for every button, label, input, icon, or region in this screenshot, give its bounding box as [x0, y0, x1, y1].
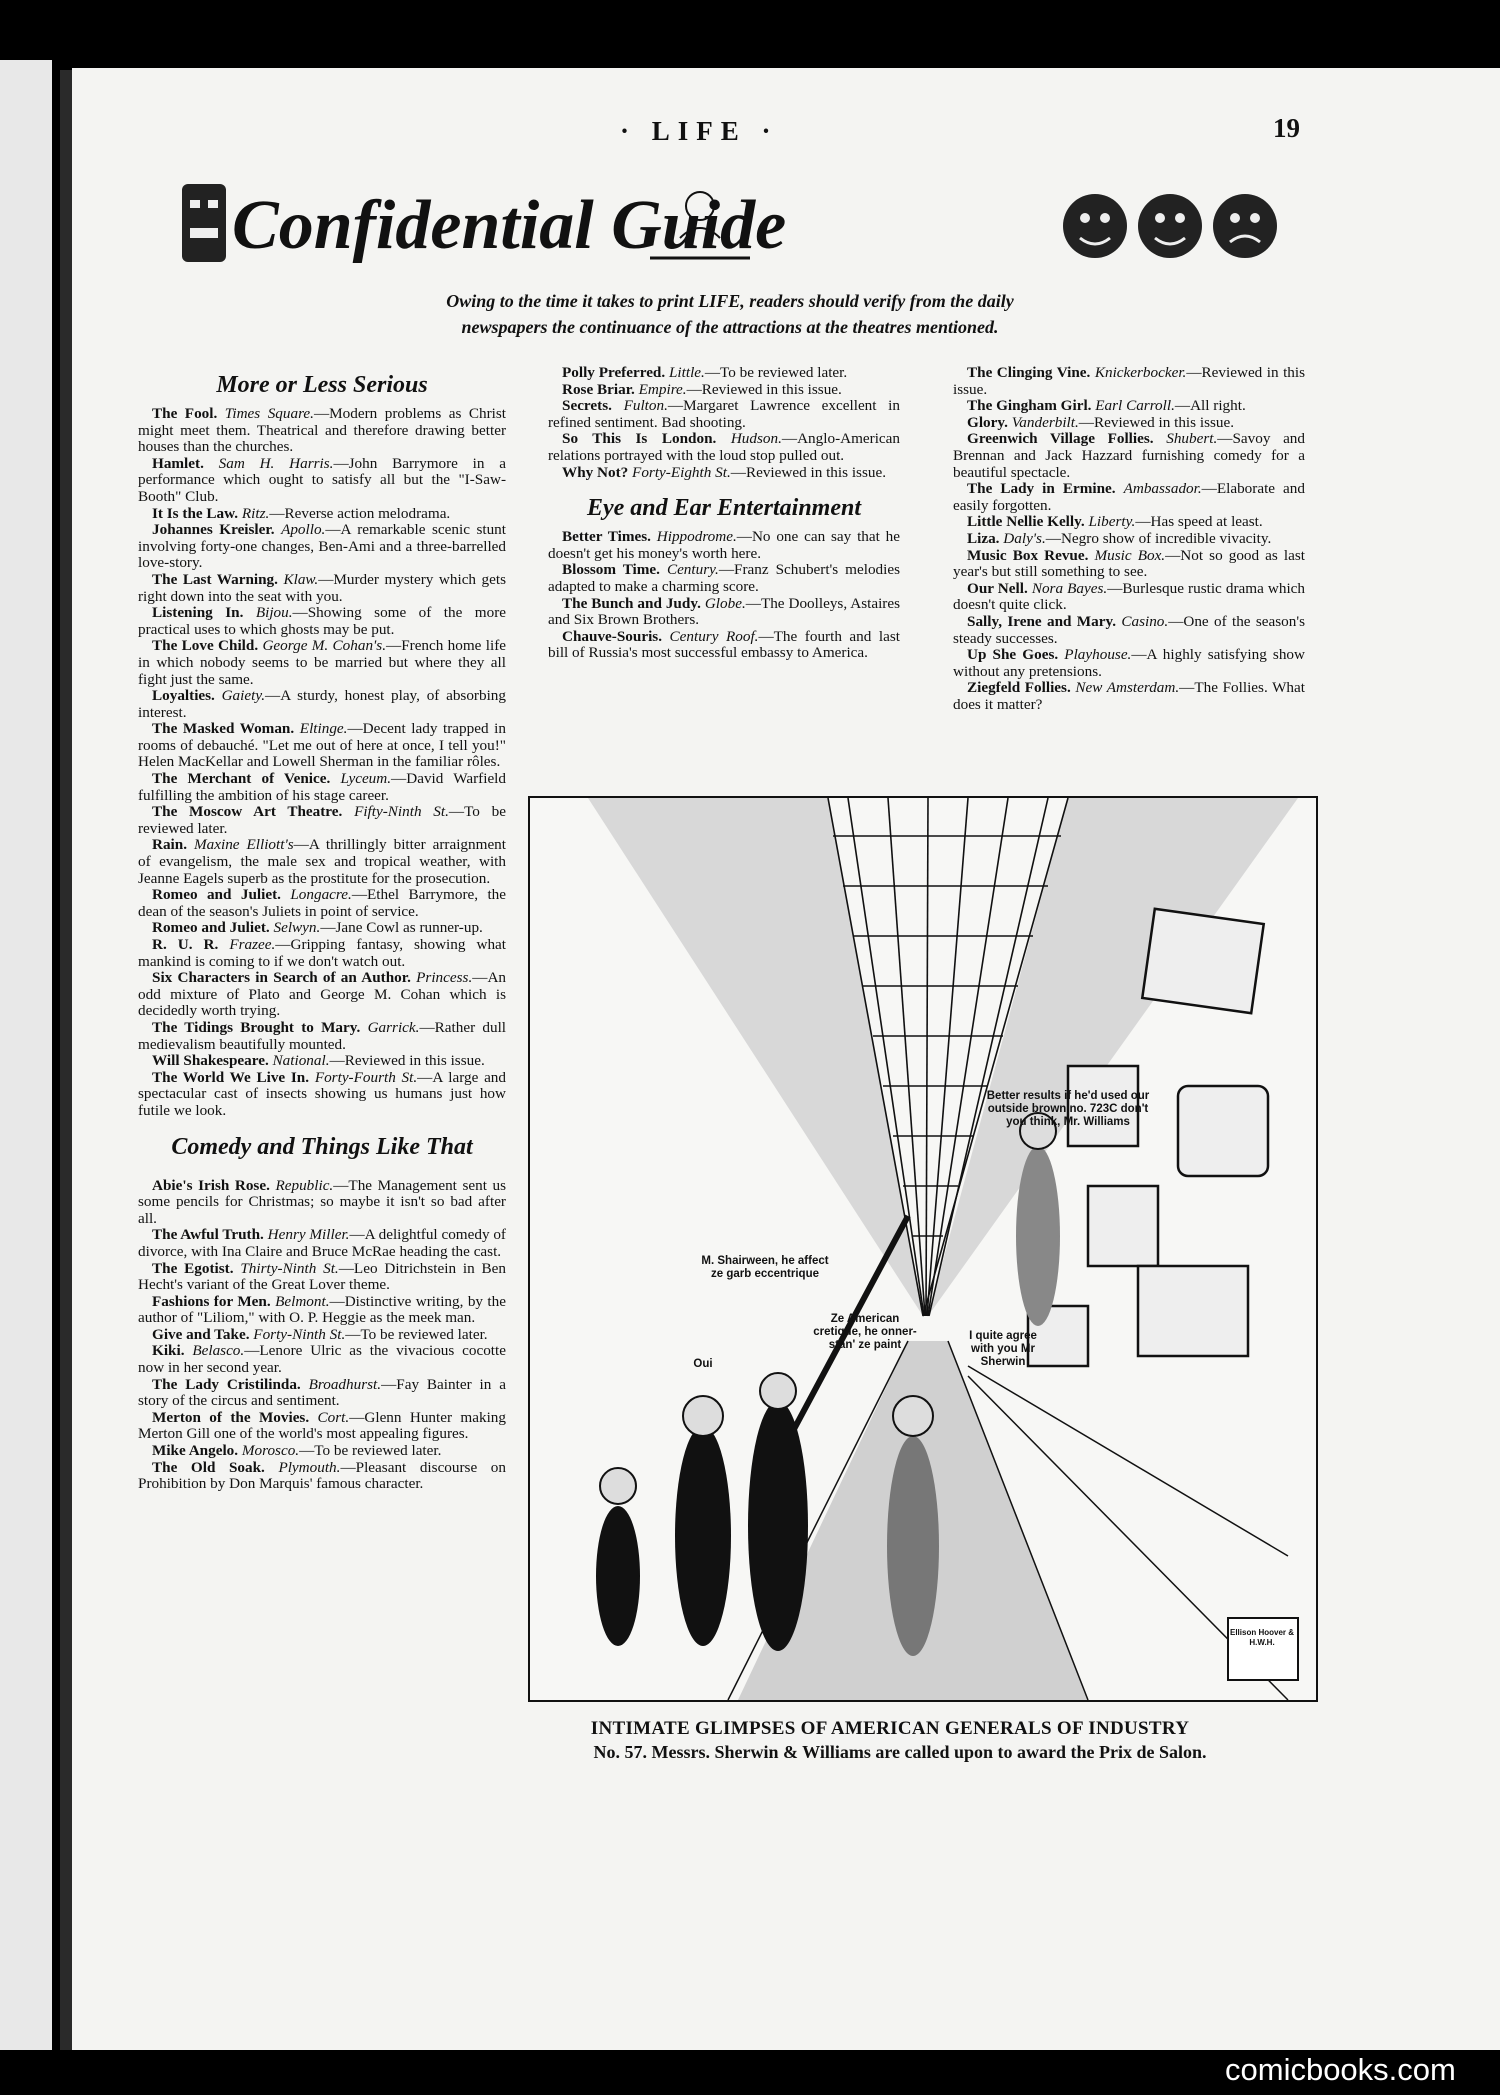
entry-venue: Shubert. [1166, 430, 1218, 448]
guide-entry [138, 887, 506, 920]
entry-venue: Ritz. [241, 504, 270, 522]
entry-description: —Distinctive writing, by the author of "Liliom," with O. P. Heggie as the meek man. [138, 1292, 506, 1327]
entry-venue: Belmont. [275, 1292, 330, 1310]
artist-signature: Ellison Hoover & H.W.H. [1230, 1628, 1295, 1647]
running-head: · LIFE · [620, 116, 779, 146]
guide-entry [548, 596, 900, 629]
intro-note [320, 288, 1140, 340]
entry-venue: Princess. [416, 969, 473, 987]
guide-entry [548, 382, 900, 399]
entry-description: —The fourth and last bill of Russia's most successful embassy to America. [548, 627, 900, 662]
entry-description: —Reviewed in this issue. [686, 380, 842, 398]
column-2 [548, 365, 900, 662]
guide-entry [138, 837, 506, 887]
entry-description: —Glenn Hunter making Merton Gill one of the world's most appealing figures. [138, 1408, 506, 1443]
facing-page-edge [0, 60, 52, 2050]
entry-description: —Reviewed in this issue. [953, 364, 1306, 398]
guide-entry [953, 365, 1305, 398]
entry-description: —A thrillingly bitter arraignment of evangelism, the male sex and tropical weather, with Jeanne Eagels superb as the prostitute for the prosecution. [138, 836, 506, 887]
page-number: 19 [1273, 113, 1300, 143]
guide-entry [138, 1227, 506, 1260]
intro-line-2: newspapers the continuance of the attractions at the theatres mentioned. [461, 317, 999, 337]
entry-venue: Selwyn. [273, 919, 321, 937]
entry-title: Glory. [967, 413, 1012, 431]
caption-text: No. 57. Messrs. Sherwin & Williams are called upon to award the Prix de Salon. [593, 1742, 1207, 1762]
entry-description: —To be reviewed later. [704, 364, 848, 381]
entry-title: The Moscow Art Theatre. [152, 803, 355, 821]
entry-title: The Merchant of Venice. [152, 770, 341, 788]
entry-venue: Gaiety. [221, 687, 266, 705]
entry-description: —Gripping fantasy, showing what mankind is coming to if we don't watch out. [138, 936, 506, 970]
entry-venue: Eltinge. [299, 720, 348, 738]
entry-title: Music Box Revue. [967, 546, 1095, 564]
entry-title: Listening In. [152, 604, 256, 622]
entry-venue: Longacre. [290, 886, 352, 904]
entry-description: —Has speed at least. [1135, 513, 1263, 531]
cartoon-illustration [528, 796, 1318, 1702]
entry-venue: Henry Miller. [267, 1226, 350, 1244]
entry-title: Abie's Irish Rose. [152, 1176, 276, 1194]
guide-entry [548, 562, 900, 595]
entry-title: The Awful Truth. [152, 1226, 268, 1244]
entry-venue: Earl Carroll. [1095, 397, 1175, 415]
entry-title: The Old Soak. [152, 1458, 279, 1476]
guide-entry [138, 1443, 506, 1460]
entry-venue: Hippodrome. [656, 528, 737, 546]
entry-description: —Reverse action melodrama. [269, 504, 451, 522]
entry-description: —Anglo-American relations portrayed with the loud stop pulled out. [548, 430, 900, 464]
entry-title: The Last Warning. [152, 570, 284, 588]
guide-entry [953, 548, 1305, 581]
guide-entry [548, 365, 900, 382]
entries-col3 [953, 365, 1305, 713]
entry-venue: Hudson. [730, 430, 782, 448]
entry-description: —Franz Schubert's melodies adapted to make a charming score. [548, 561, 900, 595]
entry-title: Rose Briar. [562, 380, 639, 398]
entry-description: —Savoy and Brennan and Jack Hazzard furnishing comedy for a beautiful spectacle. [953, 430, 1305, 481]
guide-entry [953, 647, 1305, 680]
bubble-painter: Better results if he'd used our outside brown no. 723C don't you think, Mr. Williams [986, 1090, 1150, 1128]
entry-venue: New Amsterdam. [1075, 679, 1180, 697]
entry-title: Fashions for Men. [152, 1292, 276, 1310]
entry-description: —Elaborate and easily forgotten. [953, 480, 1305, 514]
entry-title: The Love Child. [152, 637, 263, 655]
entry-description: —Murder mystery which gets right down into the seat with you. [138, 570, 507, 605]
entry-description: —The Follies. What does it matter? [953, 679, 1305, 713]
guide-entry [138, 1178, 506, 1228]
entry-description: —Not so good as last year's but still something to see. [953, 546, 1306, 581]
entry-venue: Forty-Ninth St. [253, 1325, 346, 1343]
entry-venue: Daly's. [1003, 529, 1046, 547]
column-1 [138, 370, 506, 1493]
guide-entry [138, 804, 506, 837]
guide-entry [953, 581, 1305, 614]
entry-venue: Little. [668, 364, 705, 381]
entry-description: —Negro show of incredible vivacity. [1045, 529, 1272, 547]
entry-title: Sally, Irene and Mary. [967, 612, 1122, 630]
guide-entry [953, 398, 1305, 415]
guide-entry [138, 506, 506, 523]
entry-description: —A highly satisfying show without any pretensions. [953, 646, 1305, 680]
entry-venue: Globe. [704, 594, 746, 612]
entry-venue: Fifty-Ninth St. [354, 803, 449, 821]
caption-title: INTIMATE GLIMPSES OF AMERICAN GENERALS OF INDUSTRY [590, 1718, 1190, 1739]
entry-title: Our Nell. [967, 579, 1032, 597]
entry-description: —The Management sent us some pencils for Christmas; so maybe it isn't so bad after all. [138, 1176, 506, 1227]
section-heading-comedy: Comedy and Things Like That [171, 1133, 473, 1160]
guide-entry [138, 406, 506, 456]
guide-entry [953, 481, 1305, 514]
entry-title: Better Times. [562, 528, 657, 546]
entry-title: The Bunch and Judy. [562, 594, 705, 612]
entry-venue: George M. Cohan's. [262, 637, 386, 655]
entry-venue: Broadhurst. [308, 1375, 382, 1393]
entry-description: —French home life in which nobody seems to be married but where they all fight just the same. [138, 637, 506, 688]
guide-entry [138, 1053, 506, 1070]
entry-title: R. U. R. [152, 936, 230, 953]
entry-title: Mike Angelo. [152, 1442, 242, 1460]
entry-venue: Liberty. [1088, 513, 1136, 531]
entry-title: The Masked Woman. [152, 720, 300, 738]
entries-serious [138, 406, 506, 1120]
entry-title: Liza. [967, 529, 1004, 547]
entry-venue: Music Box. [1094, 546, 1166, 564]
entry-venue: Lyceum. [340, 770, 392, 788]
entry-venue: Maxine Elliott's [193, 836, 294, 854]
entry-description: —A large and spectacular cast of insects showing us humans just how futile we look. [138, 1068, 506, 1119]
entry-title: Chauve-Souris. [562, 627, 670, 645]
guide-entry [138, 1460, 506, 1493]
theater-masks-icon [1063, 194, 1277, 258]
entry-title: The Tidings Brought to Mary. [152, 1018, 368, 1036]
bubble-oui: Oui [693, 1358, 713, 1370]
guide-entry [138, 1327, 506, 1344]
entry-description: —Rather dull medievalism beautifully mounted. [138, 1018, 507, 1053]
section-heading-eye-ear: Eye and Ear Entertainment [586, 495, 862, 522]
entry-description: —Lenore Ulric as the vivacious cocotte now in her second year. [138, 1342, 506, 1377]
entry-description: —Modern problems as Christ might meet them. Theatrical and therefore drawing better houses than the churches. [138, 405, 506, 456]
entry-description: —A sturdy, honest play, of absorbing interest. [138, 687, 506, 721]
entry-title: Merton of the Movies. [152, 1408, 318, 1426]
guide-entry [138, 1377, 506, 1410]
guide-entry [953, 431, 1305, 481]
entry-venue: Century Roof. [669, 627, 759, 645]
entry-title: Ziegfeld Follies. [967, 679, 1076, 697]
entry-title: So This Is London. [562, 430, 731, 448]
entry-venue: Ambassador. [1123, 480, 1202, 498]
entry-venue: Plymouth. [278, 1458, 341, 1476]
entry-title: The Egotist. [152, 1259, 241, 1277]
entry-description: —Reviewed in this issue. [730, 463, 886, 481]
entry-title: Secrets. [562, 397, 624, 415]
entry-venue: Morosco. [241, 1442, 300, 1460]
entry-description: —Decent lady trapped in rooms of debauché. "Let me out of here at once, I tell you!" Helen MacKellar and Lowell Sherman in the familiar rôles. [138, 720, 506, 771]
entry-description: —To be reviewed later. [299, 1442, 442, 1460]
guide-entry [138, 937, 506, 970]
entry-venue: Republic. [275, 1176, 334, 1194]
entry-description: —To be reviewed later. [345, 1325, 488, 1343]
entry-title: Romeo and Juliet. [152, 886, 291, 904]
bubble-american: Ze American cretique, he onner-stan' ze paint [813, 1313, 917, 1351]
entry-venue: Thirty-Ninth St. [240, 1259, 339, 1277]
entry-title: Romeo and Juliet. [152, 919, 274, 937]
entry-title: The Clinging Vine. [967, 364, 1095, 381]
entry-venue: Cort. [317, 1408, 350, 1426]
entry-venue: Frazee. [229, 936, 276, 953]
entries-comedy [138, 1178, 506, 1493]
entry-title: Rain. [152, 836, 194, 854]
entry-description: —Showing some of the more practical uses to which ghosts may be put. [138, 604, 506, 638]
guide-entry [138, 1261, 506, 1294]
entry-venue: Century. [666, 561, 719, 579]
entry-venue: Bijou. [255, 604, 293, 622]
entry-description: —All right. [1174, 397, 1246, 415]
entry-description: —A remarkable scenic stunt involving forty-one changes, Ben-Ami and a three-barrelled love-story. [138, 521, 506, 572]
entry-description: —Reviewed in this issue. [1078, 413, 1235, 431]
entry-description: —The Doolleys, Astaires and Six Brown Brothers. [548, 594, 900, 629]
guide-entry [548, 629, 900, 662]
masthead-title: Confidential Guide [232, 187, 787, 264]
entry-title: Loyalties. [152, 687, 222, 705]
entry-title: Kiki. [152, 1342, 193, 1360]
entry-title: Up She Goes. [967, 646, 1065, 664]
guide-entry [953, 614, 1305, 647]
guide-entry [548, 529, 900, 562]
entry-venue: Empire. [638, 380, 687, 398]
tiki-mask-icon [182, 184, 226, 262]
entry-venue: Casino. [1121, 612, 1169, 630]
entry-title: The Fool. [152, 405, 225, 422]
entry-description: —Pleasant discourse on Prohibition by Don Marquis' famous character. [138, 1458, 506, 1493]
entry-description: —Fay Bainter in a story of the circus and sentiment. [138, 1375, 506, 1410]
entry-venue: Forty-Eighth St. [632, 463, 731, 481]
entry-venue: Knickerbocker. [1094, 364, 1187, 381]
guide-entry [138, 920, 506, 937]
entry-title: Give and Take. [152, 1325, 254, 1343]
guide-entry [953, 680, 1305, 713]
entry-title: The Lady in Ermine. [967, 480, 1124, 498]
guide-entry [138, 456, 506, 506]
section-heading-serious: More or Less Serious [216, 372, 428, 398]
guide-entry [138, 1070, 506, 1120]
entry-venue: Klaw. [283, 570, 319, 588]
entry-venue: Apollo. [281, 521, 326, 539]
guide-entry [138, 605, 506, 638]
entry-description: —No one can say that he doesn't get his money's worth here. [548, 528, 901, 562]
guide-entry [138, 522, 506, 572]
entry-title: The World We Live In. [152, 1068, 315, 1086]
entry-title: Why Not? [562, 463, 633, 481]
guide-entry [138, 1294, 506, 1327]
guide-entry [953, 514, 1305, 531]
entry-description: —To be reviewed later. [138, 803, 506, 837]
entry-venue: Belasco. [192, 1342, 245, 1360]
entry-description: —David Warfield fulfilling the ambition of his stage career. [138, 770, 506, 804]
entry-title: Six Characters in Search of an Author. [152, 969, 417, 987]
bubble-agree: I quite agree with you Mr Sherwin [969, 1330, 1037, 1368]
watermark: comicbooks.com [1225, 2052, 1456, 2087]
guide-entry [953, 415, 1305, 432]
entry-title: Polly Preferred. [562, 364, 669, 381]
binding-gutter [60, 70, 72, 2050]
entry-venue: Nora Bayes. [1031, 579, 1108, 597]
entry-description: —A delightful comedy of divorce, with Ina Claire and Bruce McRae heading the cast. [138, 1226, 506, 1260]
entry-venue: Playhouse. [1064, 646, 1132, 664]
entry-venue: Vanderbilt. [1011, 413, 1079, 431]
entry-venue: Garrick. [367, 1018, 420, 1036]
entry-title: Blossom Time. [562, 561, 667, 579]
entry-venue: National. [272, 1052, 330, 1070]
entry-description: —Margaret Lawrence excellent in refined sentiment. Bad shooting. [548, 397, 900, 431]
entry-description: —An odd mixture of Plato and George M. Cohan which is decidedly worth trying. [138, 969, 506, 1020]
entry-venue: Forty-Fourth St. [314, 1068, 418, 1086]
intro-line-1: Owing to the time it takes to print LIFE, readers should verify from the daily [446, 291, 1014, 311]
bubble-shairween: M. Shairween, he affect ze garb eccentrique [701, 1255, 829, 1280]
guide-entry [138, 970, 506, 1020]
entry-title: The Lady Cristilinda. [152, 1375, 309, 1393]
guide-entry [548, 465, 900, 482]
masthead [180, 178, 1320, 274]
guide-entry [138, 721, 506, 771]
guide-entry [138, 638, 506, 688]
entry-description: —Leo Ditrichstein in Ben Hecht's variant of the Great Lover theme. [138, 1259, 506, 1294]
guide-entry [138, 572, 506, 605]
guide-entry [548, 431, 900, 464]
entry-description: —John Barrymore in a performance which ought to satisfy all but the "I-Saw-Booth" Club. [138, 454, 507, 505]
guide-entry [138, 1410, 506, 1443]
entries-col2-top [548, 365, 900, 481]
guide-entry [953, 531, 1305, 548]
entries-eye-ear [548, 529, 900, 662]
entry-venue: Times Square. [224, 405, 314, 422]
guide-entry [138, 688, 506, 721]
column-3 [953, 365, 1305, 713]
entry-title: The Gingham Girl. [967, 397, 1096, 415]
entry-description: —Burlesque rustic drama which doesn't quite click. [953, 579, 1306, 614]
entry-title: Will Shakespeare. [152, 1052, 273, 1070]
guide-entry [138, 1343, 506, 1376]
entry-title: Johannes Kreisler. [152, 521, 282, 539]
entry-title: Greenwich Village Follies. [967, 430, 1167, 448]
entry-venue: Fulton. [623, 397, 668, 415]
entry-title: Little Nellie Kelly. [967, 513, 1089, 531]
guide-entry [138, 771, 506, 804]
entry-venue: Sam H. Harris. [218, 454, 334, 472]
entry-title: Hamlet. [152, 454, 219, 472]
entry-description: —One of the season's steady successes. [953, 612, 1305, 647]
guide-entry [138, 1020, 506, 1053]
entry-description: —Jane Cowl as runner-up. [320, 919, 483, 937]
entry-description: —Ethel Barrymore, the dean of the season's Juliets in point of service. [138, 886, 507, 920]
guide-entry [548, 398, 900, 431]
entry-title: It Is the Law. [152, 504, 242, 522]
entry-description: —Reviewed in this issue. [329, 1052, 485, 1070]
